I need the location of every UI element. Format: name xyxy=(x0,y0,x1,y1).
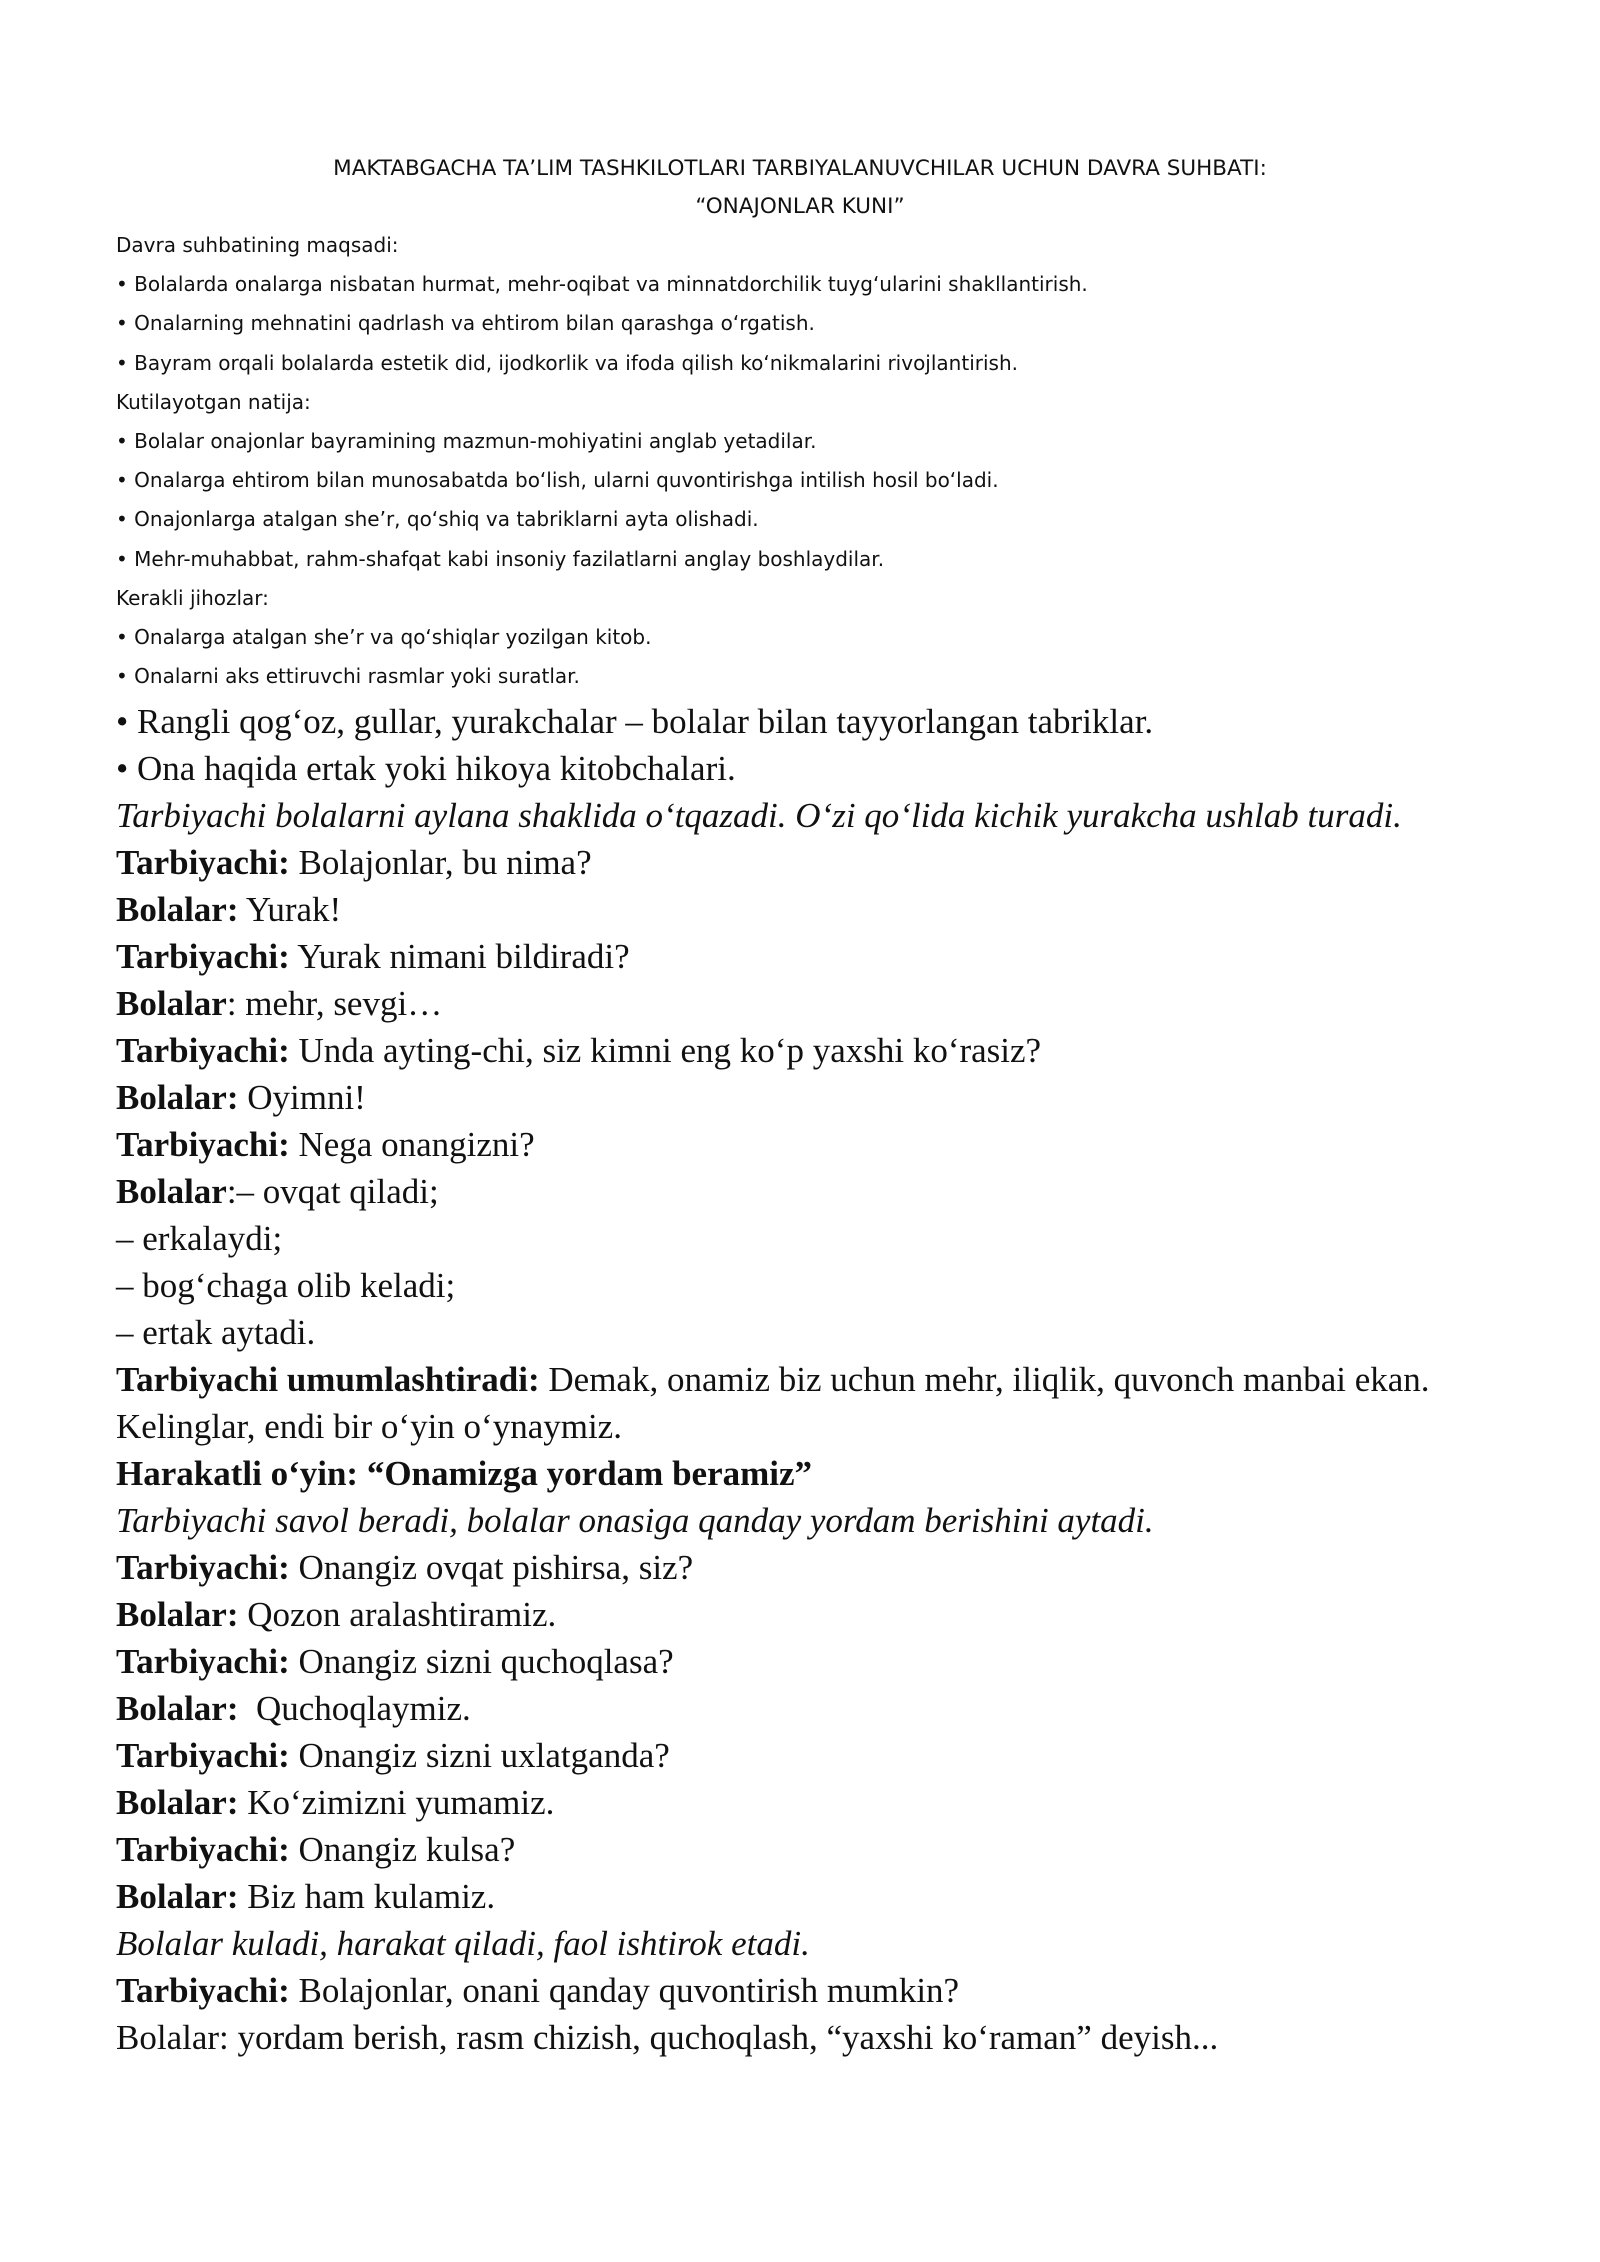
dialogue-text: Onangiz ovqat pishirsa, siz? xyxy=(289,1548,694,1588)
speaker-label: Harakatli o‘yin: “Onamizga yordam beramiz” xyxy=(116,1454,813,1494)
dialogue-text: Bolajonlar, onani qanday quvontirish mumkin? xyxy=(289,1971,960,2011)
results-heading: Kutilayotgan natija: xyxy=(116,389,311,414)
dialogue-text: Unda ayting-chi, siz kimni eng ko‘p yaxshi ko‘rasiz? xyxy=(289,1031,1042,1071)
speaker-label: Tarbiyachi: xyxy=(116,1548,290,1588)
dialogue-text: :– ovqat qiladi; xyxy=(226,1172,439,1212)
dialogue-line xyxy=(116,1356,1516,1450)
result-item: • Mehr-muhabbat, rahm-shafqat kabi insoniy fazilatlarni anglay boshlaydilar. xyxy=(116,546,885,571)
result-item: • Onajonlarga atalgan she’r, qo‘shiq va tabriklarni ayta olishadi. xyxy=(116,507,759,532)
dialogue-text: Bolalar kuladi, harakat qiladi, faol ishtirok etadi. xyxy=(116,1924,810,1964)
speaker-label: Tarbiyachi: xyxy=(116,1125,290,1165)
equipment-item: • Onalarga atalgan she’r va qo‘shiqlar yozilgan kitob. xyxy=(116,625,652,650)
dialogue-text: Bolalar: yordam berish, rasm chizish, quchoqlash, “yaxshi ko‘raman” deyish... xyxy=(116,2018,1219,2058)
dialogue-text: Onangiz sizni quchoqlasa? xyxy=(289,1642,674,1682)
dialogue-text: – erkalaydi; xyxy=(116,1219,283,1259)
dialogue-line xyxy=(116,1262,1516,1309)
speaker-label: Bolalar: xyxy=(116,1078,239,1118)
dialogue-line xyxy=(116,886,1516,933)
dialogue-line xyxy=(116,1779,1516,1826)
dialogue-text: Tarbiyachi savol beradi, bolalar onasiga qanday yordam berishini aytadi. xyxy=(116,1501,1154,1541)
goal-item: • Bayram orqali bolalarda estetik did, ijodkorlik va ifoda qilish ko‘nikmalarini rivojlantirish. xyxy=(116,350,1018,375)
speaker-label: Bolalar xyxy=(116,984,227,1024)
speaker-label: Bolalar: xyxy=(116,890,239,930)
title-line-2: “ONAJONLAR KUNI” xyxy=(695,194,905,219)
dialogue-text: Biz ham kulamiz. xyxy=(238,1877,496,1917)
speaker-label: Bolalar: xyxy=(116,1595,239,1635)
speaker-label: Tarbiyachi: xyxy=(116,937,290,977)
speaker-label: Tarbiyachi: xyxy=(116,1971,290,2011)
result-item: • Bolalar onajonlar bayramining mazmun-mohiyatini anglab yetadilar. xyxy=(116,429,817,454)
title-line-1: MAKTABGACHA TA’LIM TASHKILOTLARI TARBIYALANUVCHILAR UCHUN DAVRA SUHBATI: xyxy=(333,156,1267,181)
goal-item: • Onalarning mehnatini qadrlash va ehtirom bilan qarashga o‘rgatish. xyxy=(116,311,815,336)
dialogue-text: – ertak aytadi. xyxy=(116,1313,316,1353)
dialogue-text: Nega onangizni? xyxy=(289,1125,535,1165)
dialogue-text: Ko‘zimizni yumamiz. xyxy=(238,1783,555,1823)
dialogue-text: Bolajonlar, bu nima? xyxy=(289,843,592,883)
dialogue-line xyxy=(116,1732,1516,1779)
speaker-label: Tarbiyachi: xyxy=(116,1830,290,1870)
speaker-label: Tarbiyachi: xyxy=(116,1642,290,1682)
equipment-item: • Onalarni aks ettiruvchi rasmlar yoki suratlar. xyxy=(116,664,580,689)
dialogue-line xyxy=(116,839,1516,886)
dialogue-line xyxy=(116,2014,1516,2061)
equipment-item: • Rangli qog‘oz, gullar, yurakchalar – bolalar bilan tayyorlangan tabriklar. xyxy=(116,702,1154,742)
dialogue-line xyxy=(116,1873,1516,1920)
dialogue-text: Tarbiyachi bolalarni aylana shaklida o‘tqazadi. O‘zi qo‘lida kichik yurakcha ushlab turadi. xyxy=(116,796,1402,836)
result-item: • Onalarga ehtirom bilan munosabatda bo‘lish, ularni quvontirishga intilish hosil bo‘ladi. xyxy=(116,468,999,493)
dialogue-text: Onangiz kulsa? xyxy=(289,1830,516,1870)
dialogue-text: Onangiz sizni uxlatganda? xyxy=(289,1736,670,1776)
dialogue-line xyxy=(116,1121,1516,1168)
speaker-label: Tarbiyachi: xyxy=(116,1031,290,1071)
dialogue-line xyxy=(116,1638,1516,1685)
dialogue-line xyxy=(116,1450,1516,1497)
dialogue-line xyxy=(116,1074,1516,1121)
dialogue-line xyxy=(116,1685,1516,1732)
speaker-label: Tarbiyachi: xyxy=(116,1736,290,1776)
dialogue-text: Quchoqlaymiz. xyxy=(238,1689,471,1729)
dialogue-text: Oyimni! xyxy=(238,1078,366,1118)
dialogue-line xyxy=(116,1826,1516,1873)
dialogue-text: Demak, onamiz biz uchun mehr, iliqlik, quvonch manbai ekan. Kelinglar, endi bir o‘yin o‘ynaymiz. xyxy=(116,1360,1439,1447)
dialogue-text: Yurak! xyxy=(238,890,342,930)
dialogue-line xyxy=(116,1309,1516,1356)
dialogue-line xyxy=(116,1967,1516,2014)
dialogue-line xyxy=(116,1027,1516,1074)
dialogue-line xyxy=(116,1497,1516,1544)
dialogue-text: Qozon aralashtiramiz. xyxy=(238,1595,557,1635)
equipment-item: • Ona haqida ertak yoki hikoya kitobchalari. xyxy=(116,749,736,789)
equipment-heading: Kerakli jihozlar: xyxy=(116,585,269,610)
speaker-label: Bolalar: xyxy=(116,1783,239,1823)
goals-heading: Davra suhbatining maqsadi: xyxy=(116,233,399,257)
dialogue-line xyxy=(116,1591,1516,1638)
speaker-label: Bolalar: xyxy=(116,1689,239,1729)
dialogue-line xyxy=(116,933,1516,980)
dialogue-line xyxy=(116,1920,1516,1967)
dialogue xyxy=(116,792,1600,2061)
dialogue-line xyxy=(116,1215,1516,1262)
speaker-label: Bolalar xyxy=(116,1172,227,1212)
dialogue-line xyxy=(116,792,1516,839)
document-title xyxy=(116,150,1484,226)
goal-item: • Bolalarda onalarga nisbatan hurmat, mehr-oqibat va minnatdorchilik tuyg‘ularini shakllantirish. xyxy=(116,272,1088,297)
dialogue-line xyxy=(116,980,1516,1027)
dialogue-line xyxy=(116,1544,1516,1591)
dialogue-text: – bog‘chaga olib keladi; xyxy=(116,1266,456,1306)
dialogue-line xyxy=(116,1168,1516,1215)
speaker-label: Tarbiyachi umumlashtiradi: xyxy=(116,1360,540,1400)
speaker-label: Bolalar: xyxy=(116,1877,239,1917)
speaker-label: Tarbiyachi: xyxy=(116,843,290,883)
dialogue-text: : mehr, sevgi… xyxy=(226,984,443,1024)
dialogue-text: Yurak nimani bildiradi? xyxy=(289,937,630,977)
